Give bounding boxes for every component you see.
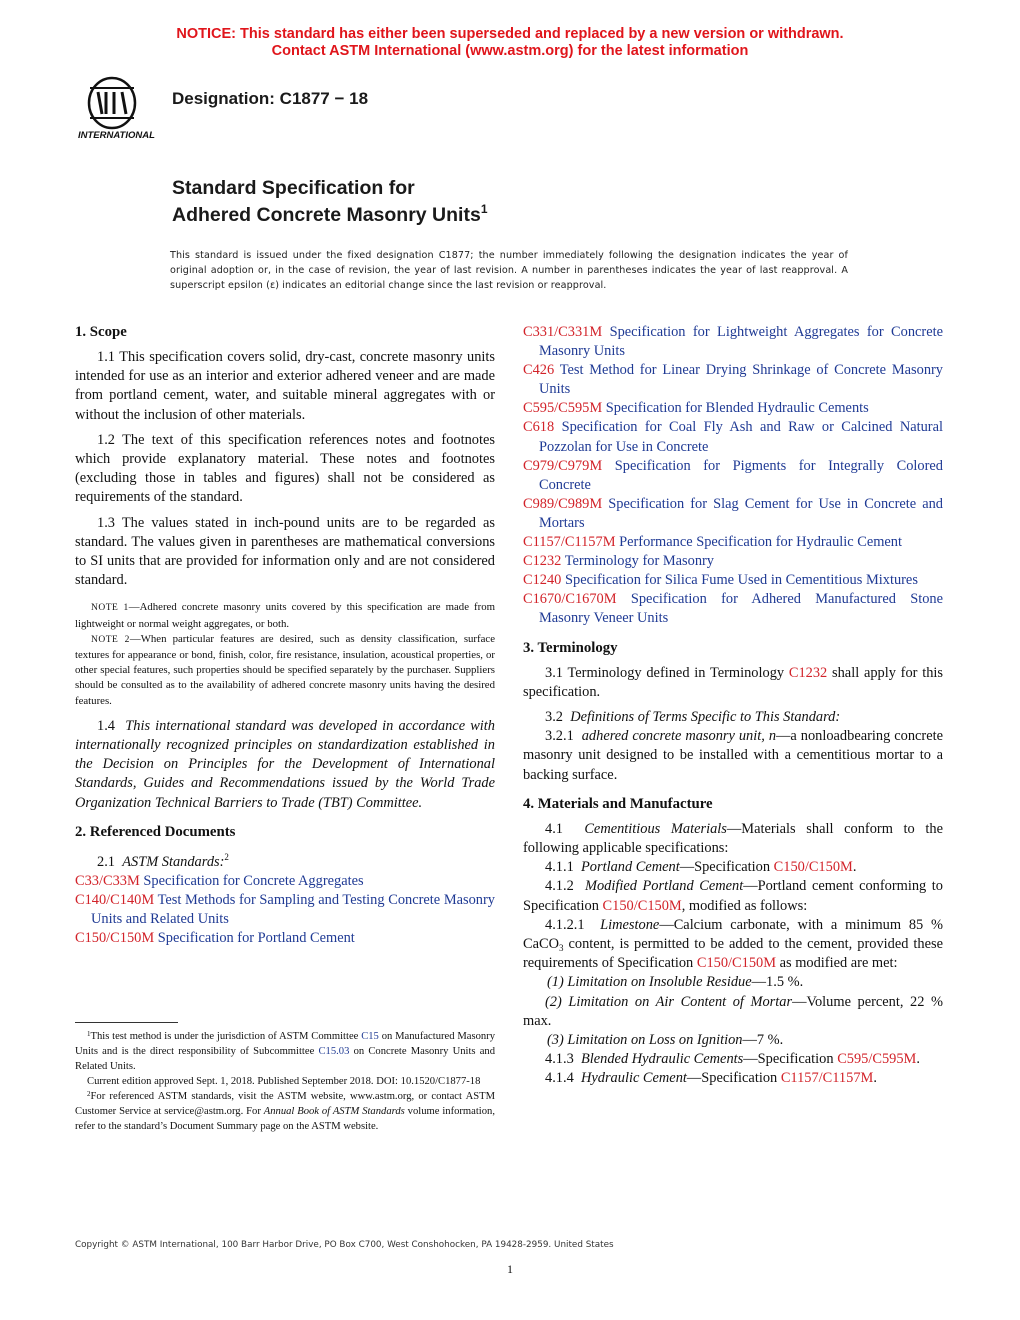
para-4-1-2-1: 4.1.2.1 Limestone—Calcium carbonate, with a minimum 85 % CaCO$_3$ content, is permitted to be added to the cement, provided these requirements of Specification C150/C150M as modified are met: xyxy=(523,916,943,972)
c595-link[interactable]: C595/C595M xyxy=(837,1051,917,1068)
reference-item[interactable]: C989/C989M Specification for Slag Cement for Use in Concrete and Mortars xyxy=(523,495,943,531)
intro-paragraph: This standard is issued under the fixed designation C1877; the number immediately following the designation indicates the year of original adoption or, in the case of revision, the year of last revision. A number in parentheses indicates the year of last reapproval. A superscript epsilon (ε) indicates an editorial change since the last revision or reapproval. xyxy=(170,250,848,292)
footnote-2: $^2$For referenced ASTM standards, visit the ASTM website, www.astm.org, or contact ASTM Customer Service at service@astm.org. For Annual Book of ASTM Standards volume information, refer to the standard’s Document Summary page on the ASTM website. xyxy=(75,1090,495,1132)
reference-item[interactable]: C150/C150M Specification for Portland Cement xyxy=(75,930,355,947)
c1232-link[interactable]: C1232 xyxy=(788,664,828,681)
document-title xyxy=(172,175,488,229)
title-line-1: Standard Specification for xyxy=(172,177,415,199)
para-1-1: 1.1 This specification covers solid, dry-cast, concrete masonry units intended for use as an interior and exterior adhered veneer and are made from portland cement, water, and suitable mineral aggregates with or without the inclusion of other materials. xyxy=(75,349,495,423)
note-2: NOTE 2—When particular features are desired, such as density classification, surface textures for appearance or bond, finish, color, fire resistance, insulation, acoustical properties, or other special features, such properties should be specified separately by the purchaser. Suppliers should be consulted as to the availability of adhered concrete masonry units having the desired features. xyxy=(75,632,496,707)
para-4-1-3: 4.1.3 Blended Hydraulic Cements—Specification C595/C595M. xyxy=(545,1051,920,1068)
page-number: 1 xyxy=(507,1262,513,1276)
notice-line-1: NOTICE: This standard has either been superseded and replaced by a new version or withdrawn. xyxy=(176,26,844,42)
reference-item[interactable]: C1157/C1157M Performance Specification for Hydraulic Cement xyxy=(523,534,903,551)
notice-line-2: Contact ASTM International (www.astm.org) for the latest information xyxy=(271,43,749,59)
section-referenced-heading: 2. Referenced Documents xyxy=(75,823,236,840)
left-column xyxy=(75,323,495,948)
para-4-1-2: 4.1.2 Modified Portland Cement—Portland cement conforming to Specification C150/C150M, modified as follows: xyxy=(523,878,943,914)
reference-item[interactable]: C331/C331M Specification for Lightweight Aggregates for Concrete Masonry Units xyxy=(523,324,943,360)
section-scope-heading: 1. Scope xyxy=(75,324,127,340)
title-footnote-ref[interactable]: 1 xyxy=(480,202,488,216)
para-3-1: 3.1 Terminology defined in Terminology C1232 shall apply for this specification. xyxy=(523,664,943,700)
limitation-2: (2) Limitation on Air Content of Mortar—Volume percent, 22 % max. xyxy=(523,993,943,1029)
reference-item[interactable]: C140/C140M Test Methods for Sampling and Testing Concrete Masonry Units and Related Units xyxy=(75,891,495,928)
reference-item[interactable]: C618 Specification for Coal Fly Ash and Raw or Calcined Natural Pozzolan for Use in Concrete xyxy=(523,419,943,455)
reference-item[interactable]: C979/C979M Specification for Pigments for Integrally Colored Concrete xyxy=(523,457,943,493)
astm-logo xyxy=(76,76,162,142)
footnote-rule xyxy=(75,1022,178,1023)
c150-link[interactable]: C150/C150M xyxy=(696,955,777,972)
designation: Designation: C1877 − 18 xyxy=(172,89,369,108)
reference-item[interactable]: C33/C33M Specification for Concrete Aggregates xyxy=(75,872,364,889)
logo-text: INTERNATIONAL xyxy=(78,130,155,141)
para-1-4: 1.4 This international standard was developed in accordance with internationally recognized principles on standardization established in the Decision on Principles for the Development of International Standards, Guides and Recommendations issued by the World Trade Organization Technical Barriers to Trade (TBT) Committee. xyxy=(75,717,495,811)
right-reference-list xyxy=(523,323,943,629)
note-1: NOTE 1—Adhered concrete masonry units covered by this specification are made from lightweight or normal weight aggregates, or both. xyxy=(75,601,495,630)
reference-item[interactable]: C1240 Specification for Silica Fume Used in Cementitious Mixtures xyxy=(523,572,918,589)
para-2-1: 2.1 ASTM Standards:$^2$ xyxy=(97,851,229,870)
para-4-1: 4.1 Cementitious Materials—Materials shall conform to the following applicable specifications: xyxy=(523,820,943,856)
limitation-3: (3) Limitation on Loss on Ignition—7 %. xyxy=(547,1031,784,1048)
footnote-1-current: Current edition approved Sept. 1, 2018. Published September 2018. DOI: 10.1520/C1877-18 xyxy=(87,1076,481,1087)
para-4-1-1: 4.1.1 Portland Cement—Specification C150/C150M. xyxy=(545,859,857,876)
c150-link[interactable]: C150/C150M xyxy=(773,859,853,876)
para-1-2: 1.2 The text of this specification references notes and footnotes which provide explanatory material. These notes and footnotes (excluding those in tables and figures) shall not be considered as requirements of the standard. xyxy=(75,431,495,506)
committee-link[interactable]: C15 xyxy=(361,1031,379,1042)
notice-banner xyxy=(0,26,1020,60)
footnote-1: $^1$This test method is under the jurisdiction of ASTM Committee C15 on Manufactured Masonry Units and is the direct responsibility of Subcommittee C15.03 on Concrete Masonry Units and Related Units. xyxy=(75,1030,496,1072)
copyright: Copyright © ASTM International, 100 Barr Harbor Drive, PO Box C700, West Conshohocken, PA 19428-2959. United States xyxy=(75,1240,614,1250)
para-1-3: 1.3 The values stated in inch-pound units are to be regarded as standard. The values given in parentheses are mathematical conversions to SI units that are provided for information only and are not considered standard. xyxy=(75,514,495,589)
reference-item[interactable]: C1232 Terminology for Masonry xyxy=(523,553,715,570)
section-materials-heading: 4. Materials and Manufacture xyxy=(523,795,713,812)
footnotes xyxy=(75,1022,495,1134)
reference-item[interactable]: C1670/C1670M Specification for Adhered Manufactured Stone Masonry Veneer Units xyxy=(523,591,943,627)
c150-link[interactable]: C150/C150M xyxy=(602,897,682,914)
right-column xyxy=(523,323,943,1089)
reference-item[interactable]: C426 Test Method for Linear Drying Shrinkage of Concrete Masonry Units xyxy=(523,362,944,398)
title-line-2: Adhered Concrete Masonry Units$^1$ xyxy=(172,202,488,226)
reference-item[interactable]: C595/C595M Specification for Blended Hydraulic Cements xyxy=(523,400,869,417)
left-reference-list xyxy=(75,872,495,948)
para-3-2-1: 3.2.1 adhered concrete masonry unit, n—a nonloadbearing concrete masonry unit designed to be installed with a cementitious mortar to a backing surface. xyxy=(523,728,943,783)
limitation-1: (1) Limitation on Insoluble Residue—1.5 %. xyxy=(547,974,804,991)
subcommittee-link[interactable]: C15.03 xyxy=(318,1046,350,1057)
para-4-1-4: 4.1.4 Hydraulic Cement—Specification C1157/C1157M. xyxy=(545,1070,877,1087)
c1157-link[interactable]: C1157/C1157M xyxy=(780,1070,874,1087)
notes xyxy=(75,600,495,708)
para-3-2: 3.2 Definitions of Terms Specific to This Standard: xyxy=(545,708,841,725)
section-terminology-heading: 3. Terminology xyxy=(523,639,618,656)
